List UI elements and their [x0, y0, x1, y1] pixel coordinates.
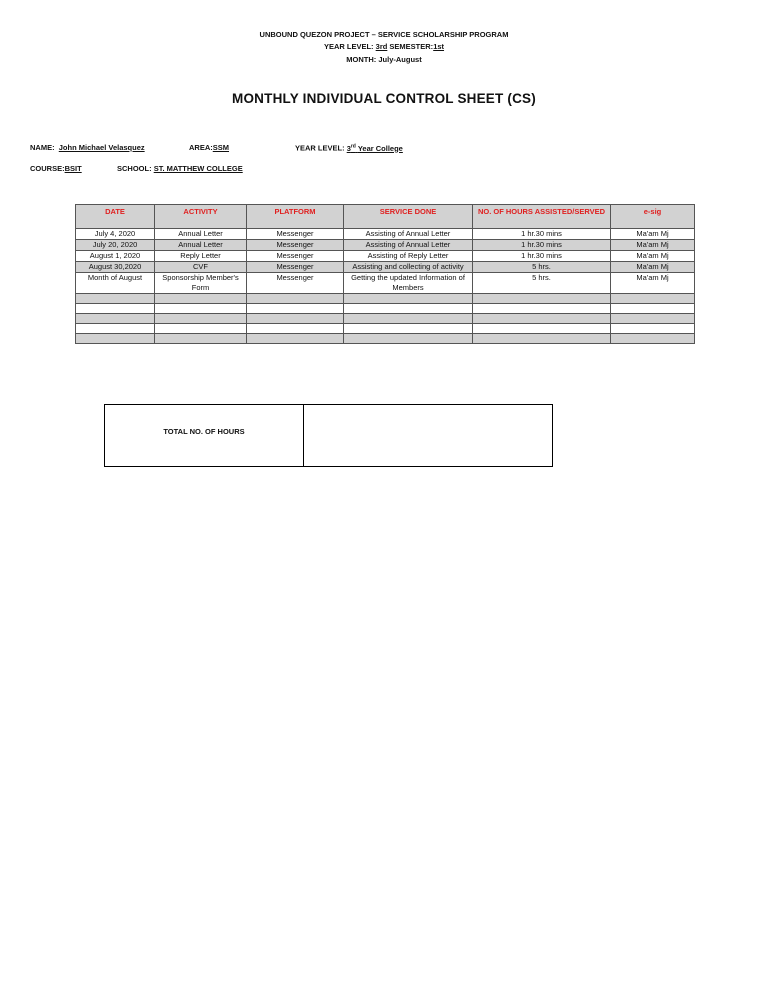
table-row: [76, 240, 695, 251]
cell-service: Assisting of Annual Letter: [344, 240, 473, 251]
year-level-text: Year College: [357, 143, 403, 153]
month-line: MONTH: July-August: [346, 55, 422, 64]
area-value: SSM: [212, 143, 230, 152]
column-header-date: DATE: [76, 205, 155, 229]
empty-table-row: [76, 324, 695, 334]
cell-activity: Sponsorship Member's Form: [155, 273, 247, 294]
semester-label: SEMESTER:: [389, 42, 434, 51]
cell-esig: Ma'am Mj: [611, 273, 695, 294]
year-level-value: 3rd: [375, 42, 388, 51]
table-row: [76, 273, 695, 294]
cell-esig: Ma'am Mj: [611, 262, 695, 273]
year-level-field-label: YEAR LEVEL:: [295, 143, 345, 153]
cell-activity: Annual Letter: [155, 229, 247, 240]
program-title: UNBOUND QUEZON PROJECT – SERVICE SCHOLARSHIP PROGRAM: [259, 30, 509, 39]
column-header-hours: NO. OF HOURS ASSISTED/SERVED: [473, 205, 611, 229]
cell-platform: Messenger: [247, 240, 344, 251]
cell-hours: 5 hrs.: [473, 273, 611, 294]
cell-esig: Ma'am Mj: [611, 229, 695, 240]
name-label: NAME:: [30, 143, 55, 152]
empty-table-row: [76, 304, 695, 314]
total-hours-box: [104, 404, 553, 467]
total-hours-value: [304, 405, 552, 466]
cell-hours: 5 hrs.: [473, 262, 611, 273]
cell-activity: Reply Letter: [155, 251, 247, 262]
column-header-service-done: SERVICE DONE: [344, 205, 473, 229]
cell-service: Getting the updated Information of Members: [344, 273, 473, 294]
table-row: [76, 251, 695, 262]
column-header-activity: ACTIVITY: [155, 205, 247, 229]
cell-date: July 4, 2020: [76, 229, 155, 240]
year-level-field-value: [347, 144, 403, 153]
school-value: ST. MATTHEW COLLEGE: [153, 164, 243, 173]
school-field: [117, 164, 243, 173]
cell-activity: Annual Letter: [155, 240, 247, 251]
table-row: [76, 262, 695, 273]
control-sheet-table: [75, 204, 695, 344]
cell-hours: 1 hr.30 mins: [473, 240, 611, 251]
cell-esig: Ma'am Mj: [611, 251, 695, 262]
cell-date: August 1, 2020: [76, 251, 155, 262]
year-semester-line: [0, 41, 768, 52]
school-label: SCHOOL:: [117, 164, 152, 173]
cell-date: August 30,2020: [76, 262, 155, 273]
name-field: [30, 143, 145, 152]
cell-service: Assisting of Reply Letter: [344, 251, 473, 262]
table-header-row: [76, 205, 695, 229]
course-label: COURSE:: [30, 164, 65, 173]
course-value: BSIT: [64, 164, 82, 173]
cell-platform: Messenger: [247, 251, 344, 262]
table-row: [76, 229, 695, 240]
cell-hours: 1 hr.30 mins: [473, 251, 611, 262]
year-level-label: YEAR LEVEL:: [323, 42, 374, 51]
cell-service: Assisting and collecting of activity: [344, 262, 473, 273]
year-level-number: 3: [346, 143, 351, 153]
cell-date: Month of August: [76, 273, 155, 294]
column-header-esig: e-sig: [611, 205, 695, 229]
cell-platform: Messenger: [247, 262, 344, 273]
area-label: AREA:: [189, 143, 213, 152]
page-title: MONTHLY INDIVIDUAL CONTROL SHEET (CS): [232, 91, 536, 106]
empty-table-row: [76, 334, 695, 344]
empty-table-row: [76, 314, 695, 324]
cell-activity: CVF: [155, 262, 247, 273]
cell-hours: 1 hr.30 mins: [473, 229, 611, 240]
semester-value: 1st: [433, 42, 445, 51]
total-hours-label: TOTAL NO. OF HOURS: [105, 405, 304, 466]
cell-platform: Messenger: [247, 229, 344, 240]
course-field: [30, 164, 82, 173]
name-value: John Michael Velasquez: [58, 143, 145, 152]
cell-service: Assisting of Annual Letter: [344, 229, 473, 240]
cell-esig: Ma'am Mj: [611, 240, 695, 251]
empty-table-row: [76, 294, 695, 304]
area-field: [189, 143, 229, 152]
year-level-field: [295, 143, 403, 153]
cell-platform: Messenger: [247, 273, 344, 294]
year-level-ordinal: rd: [350, 143, 356, 149]
column-header-platform: PLATFORM: [247, 205, 344, 229]
cell-date: July 20, 2020: [76, 240, 155, 251]
